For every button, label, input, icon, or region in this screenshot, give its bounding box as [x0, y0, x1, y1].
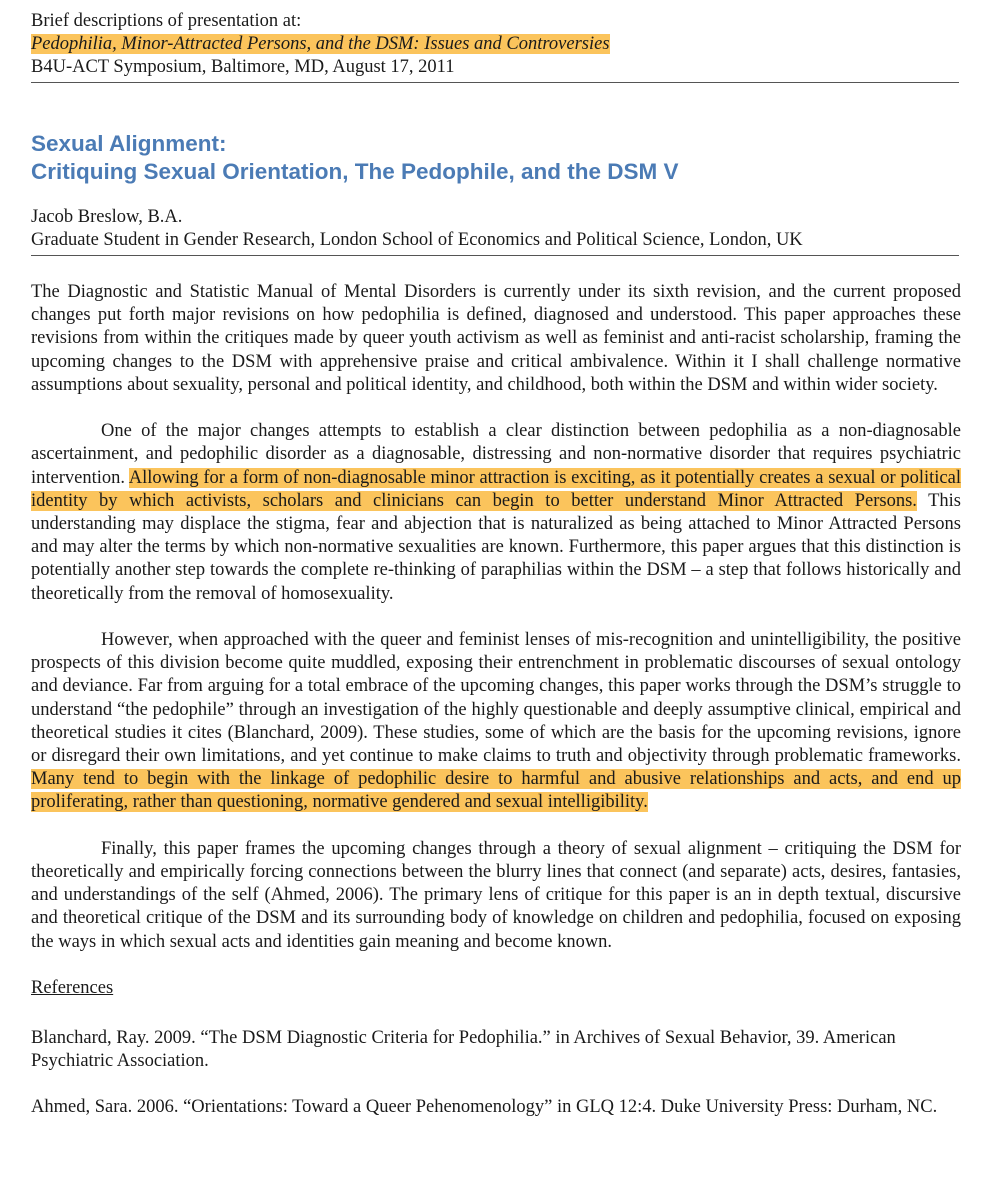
paragraph-4: Finally, this paper frames the upcoming changes through a theory of sexual alignment – critiquing the DSM for theoretically and empirically forcing connections between the blurry lines that connect (and separate) acts, desires, fantasies, and understandings of the self (Ahmed, 2006). The primary lens of critique for this paper is an in depth textual, discursive and theoretical critique of the DSM and its surrounding body of knowledge on children and pedophilia, focused on exposing the ways in which sexual acts and identities gain meaning and become known. — [31, 838, 961, 952]
author-block — [31, 206, 961, 252]
presentation-header — [31, 0, 961, 79]
paragraph-2 — [31, 420, 961, 606]
paper-title-line1: Sexual Alignment: — [31, 131, 227, 156]
header-intro: Brief descriptions of presentation at: — [31, 11, 302, 31]
paper-title-line2: Critiquing Sexual Orientation, The Pedophile, and the DSM V — [31, 159, 679, 184]
paragraph-3 — [31, 629, 961, 815]
header-divider — [31, 82, 959, 83]
paragraph-2-text-a: One of the major changes attempts to establish a clear distinction between pedophilia as a non-diagnosable ascertainment, and pedophilic disorder as a diagnosable, distressing and non-normative disorder that requires psychiatric intervention. — [31, 421, 961, 488]
reference-item: Blanchard, Ray. 2009. “The DSM Diagnostic Criteria for Pedophilia.” in Archives of Sexual Behavior, 39. American Psychiatric Association. — [31, 1028, 896, 1072]
header-symposium: B4U-ACT Symposium, Baltimore, MD, August 17, 2011 — [31, 57, 455, 77]
header-event-title — [31, 33, 961, 56]
author-divider — [31, 255, 959, 256]
paper-title — [31, 130, 961, 186]
abstract-body — [31, 281, 961, 954]
paragraph-2-highlight: Allowing for a form of non-diagnosable minor attraction is exciting, as it potentially creates a sexual or political identity by which activists, scholars and clinicians can begin to better understand Minor Attracted Persons. — [31, 467, 961, 511]
paragraph-1: The Diagnostic and Statistic Manual of Mental Disorders is currently under its sixth revision, and the current proposed changes put forth major revisions on how pedophilia is defined, diagnosed and understood. This paper approaches these revisions from within the critiques made by queer youth activism as well as feminist and anti-racist scholarship, framing the upcoming changes to the DSM with apprehensive praise and critical ambivalence. Within it I shall challenge normative assumptions about sexuality, personal and political identity, and childhood, both within the DSM and within wider society. — [31, 282, 961, 395]
author-name: Jacob Breslow, B.A. — [31, 207, 183, 227]
author-affiliation: Graduate Student in Gender Research, London School of Economics and Political Science, London, UK — [31, 230, 803, 250]
references-heading: References — [31, 978, 114, 999]
event-title-highlighted: Pedophilia, Minor-Attracted Persons, and the DSM: Issues and Controversies — [31, 34, 610, 54]
paragraph-3-text-a: However, when approached with the queer and feminist lenses of mis-recognition and unintelligibility, the positive prospects of this division become quite muddled, exposing their entrenchment in problematic discourses of sexual ontology and deviance. Far from arguing for a total embrace of the upcoming changes, this paper works through the DSM’s struggle to understand “the pedophile” through an investigation of the highly questionable and deeply assumptive clinical, empirical and theoretical studies it cites (Blanchard, 2009). These studies, some of which are the basis for the upcoming revisions, ignore or disregard their own limitations, and yet continue to make claims to truth and objectivity through problematic frameworks. — [31, 630, 961, 767]
document-page — [31, 0, 961, 1119]
reference-item: Ahmed, Sara. 2006. “Orientations: Toward a Queer Pehenomenology” in GLQ 12:4. Duke University Press: Durham, NC. — [31, 1097, 938, 1118]
paragraph-3-highlight: Many tend to begin with the linkage of pedophilic desire to harmful and abusive relationships and acts, and end up proliferating, rather than questioning, normative gendered and sexual intelligibility. — [31, 769, 961, 813]
paragraph-2-text-b: This understanding may displace the stigma, fear and abjection that is naturalized as being attached to Minor Attracted Persons and may alter the terms by which non-normative sexualities are known. Furthermore, this paper argues that this distinction is potentially another step towards the complete re-thinking of paraphilias within the DSM – a step that follows historically and theoretically from the removal of homosexuality. — [31, 490, 961, 604]
